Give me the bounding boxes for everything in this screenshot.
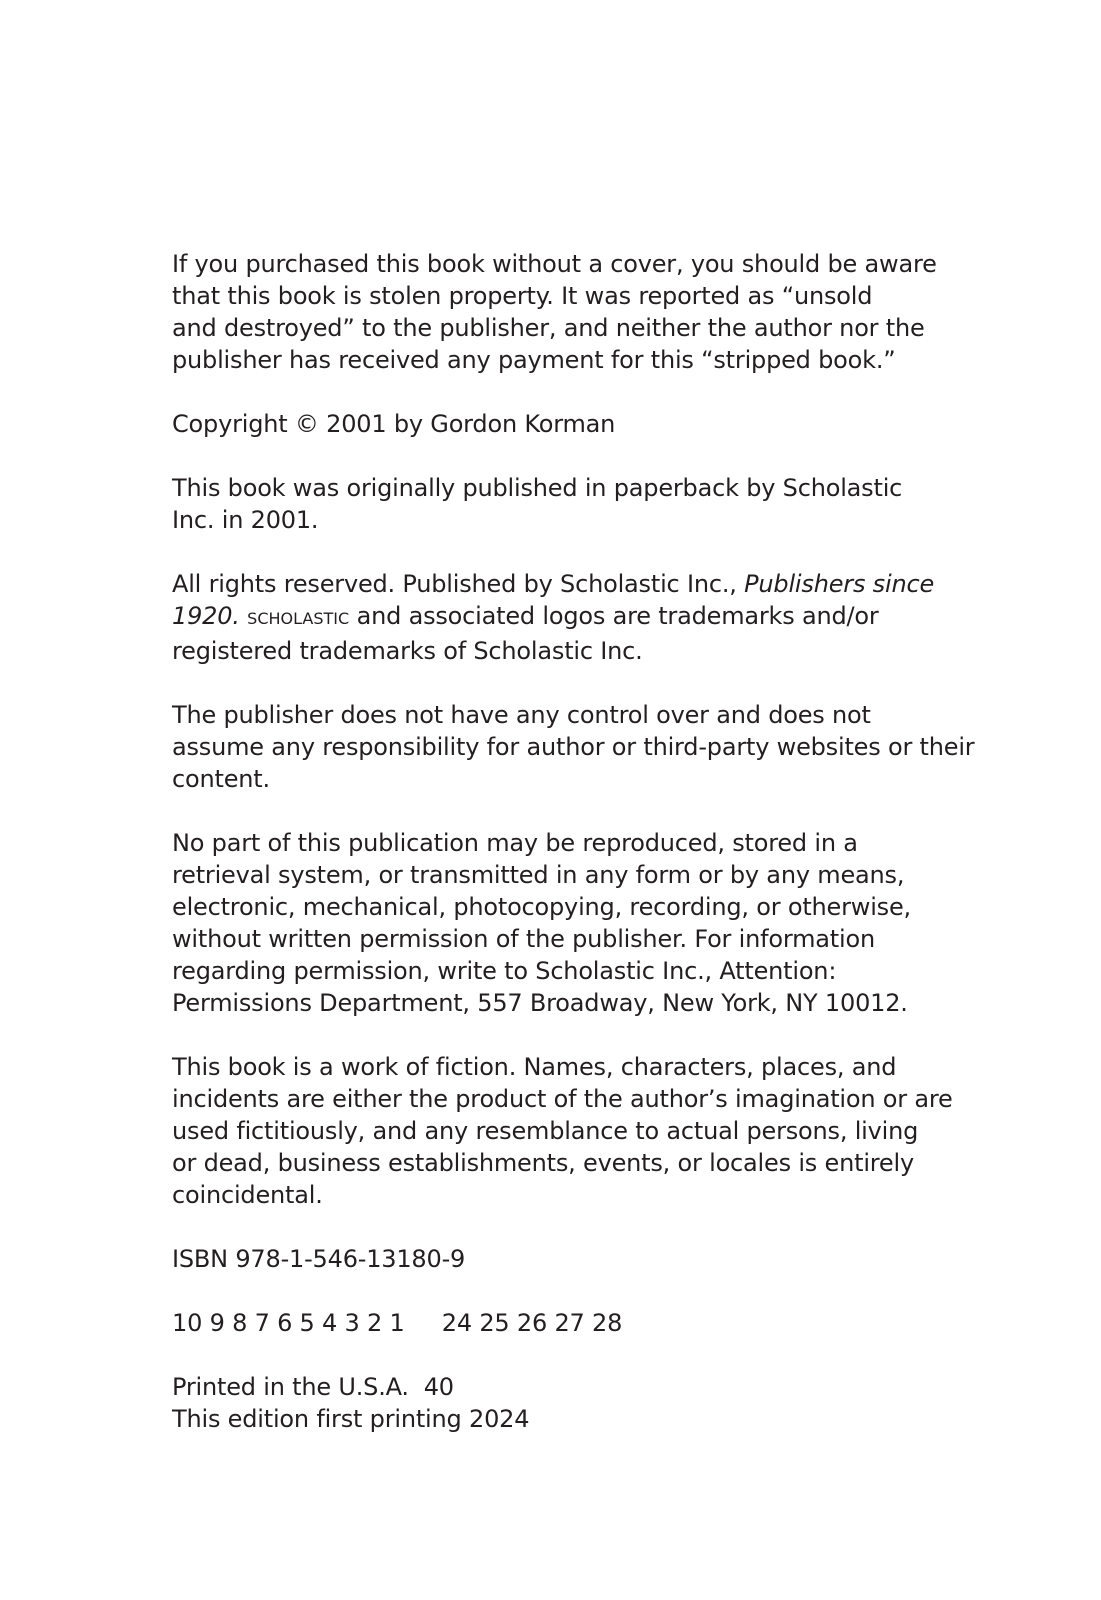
text-line — [172, 568, 952, 600]
isbn-block — [172, 1243, 952, 1275]
year-founded-text: 1920. — [172, 602, 240, 630]
rights-plain-text: All rights reserved. Published by Scholastic Inc., — [172, 570, 745, 598]
isbn: ISBN 978-1-546-13180-9 — [172, 1245, 466, 1273]
text-line: coincidental. — [172, 1181, 323, 1209]
text-line: retrieval system, or transmitted in any form or by any means, — [172, 861, 905, 889]
printing-line: 10 9 8 7 6 5 4 3 2 1 24 25 26 27 28 — [172, 1309, 623, 1337]
websites-disclaimer — [172, 699, 975, 795]
reproduction-notice — [172, 827, 952, 1019]
text-line: that this book is stolen property. It was reported as “unsold — [172, 282, 873, 310]
scholastic-trademark: SCHOLASTIC — [247, 609, 350, 628]
text-line: and destroyed” to the publisher, and neither the author nor the — [172, 314, 925, 342]
printing-line-block — [172, 1307, 952, 1339]
text-line: Permissions Department, 557 Broadway, New York, NY 10012. — [172, 989, 908, 1017]
text-line: publisher has received any payment for this “stripped book.” — [172, 346, 896, 374]
text-line: If you purchased this book without a cover, you should be aware — [172, 250, 937, 278]
text-line — [172, 600, 952, 635]
printing-info — [172, 1371, 952, 1435]
stripped-book-notice — [172, 248, 952, 376]
text-line: incidents are either the product of the author’s imagination or are — [172, 1085, 953, 1113]
edition-note: This edition first printing 2024 — [172, 1405, 530, 1433]
text-line: content. — [172, 765, 270, 793]
copyright-line: Copyright © 2001 by Gordon Korman — [172, 410, 616, 438]
text-line: regarding permission, write to Scholastic Inc., Attention: — [172, 957, 837, 985]
printed-in: Printed in the U.S.A. 40 — [172, 1373, 454, 1401]
text-line: This book is a work of fiction. Names, characters, places, and — [172, 1053, 897, 1081]
text-line: The publisher does not have any control over and does not — [172, 701, 871, 729]
copyright-page — [172, 248, 975, 1467]
text-line: Inc. in 2001. — [172, 506, 319, 534]
text-line: electronic, mechanical, photocopying, recording, or otherwise, — [172, 893, 911, 921]
text-line: assume any responsibility for author or third-party websites or their — [172, 733, 975, 761]
text-line: No part of this publication may be reproduced, stored in a — [172, 829, 858, 857]
trademark-text: and associated logos are trademarks and/or — [349, 602, 879, 630]
fiction-notice — [172, 1051, 952, 1211]
original-publication-notice — [172, 472, 952, 536]
text-line: This book was originally published in paperback by Scholastic — [172, 474, 903, 502]
text-line: used fictitiously, and any resemblance to actual persons, living — [172, 1117, 919, 1145]
text-line: registered trademarks of Scholastic Inc. — [172, 637, 643, 665]
publishers-since-text: Publishers since — [744, 570, 935, 598]
text-line: without written permission of the publisher. For information — [172, 925, 875, 953]
rights-notice — [172, 568, 952, 667]
text-line: or dead, business establishments, events, or locales is entirely — [172, 1149, 914, 1177]
copyright-notice — [172, 408, 952, 440]
